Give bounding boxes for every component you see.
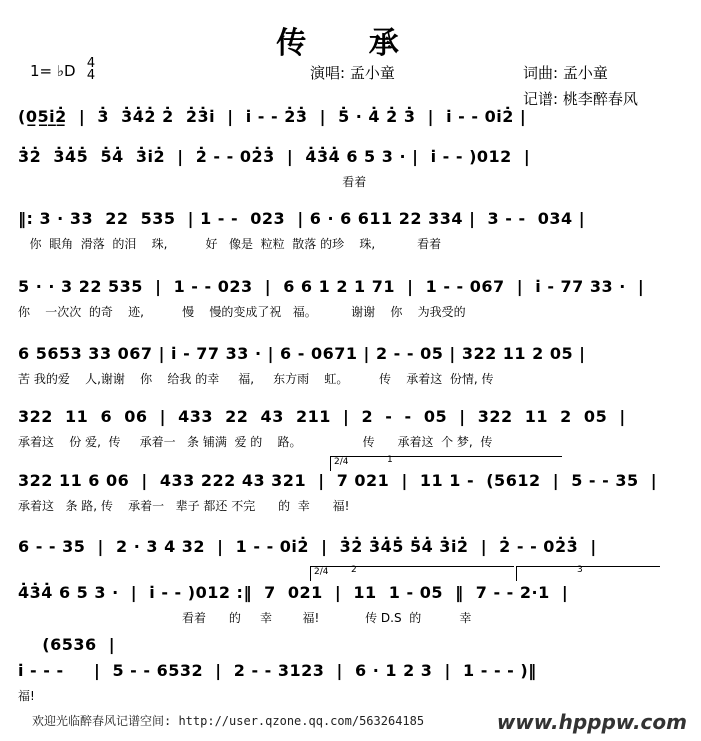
lyrics-line: 苦 我的爱 人,谢谢 你 给我 的幸 福, 东方雨 虹。 传 承着这 份情, 传 [18,372,494,386]
volta-first-ending [330,456,562,471]
transcriber-credit: 记谱: 桃李醉春风 [523,90,638,108]
volta-third-label: 3 [577,565,583,575]
lyrics-line: 看着 [18,175,367,189]
notation-line: i̇ - - - | 5 - - 6532 | 2 - - 3123 | 6 · 1 2 3 | 1 - - - )‖ [18,661,537,680]
time-signature [84,58,98,82]
score-line-9 [18,582,688,626]
lyrics-line: 看着 的 幸 福! 传 D.S 的 幸 [18,611,472,625]
time-signature-bottom: 4 [86,68,96,83]
score-line-3 [18,208,688,252]
score-line-5 [18,343,688,387]
composer-credit: 词曲: 孟小童 [523,64,608,82]
volta-second-ending [310,566,514,581]
score-line-11 [18,660,688,704]
score-line-2 [18,146,688,190]
lyrics-line: 你 一次次 的奇 迹, 慢 慢的变成了祝 福。 谢谢 你 为我受的 [18,305,466,319]
notation-line: 322 11 6 06 | 433 222 43 321 | 7 021 | 11 1 - (5612 | 5 - - 35 | [18,471,658,490]
song-title: 传 承 [276,26,425,61]
notation-line: (0̲5̲i̲̇2̲̇ | 3̇ 3̇4̇2̇ 2̇ 2̇3̇i̇ | i̇ - - 2̇3̇ | 5̇ · 4̇ 2̇ 3̇ | i̇ - - 0i̇2̇ | [18,107,527,126]
lyrics-line: 承着这 份 爱, 传 承着一 条 铺满 爱 的 路。 传 承着这 个 梦, 传 [18,435,493,449]
singer-credit: 演唱: 孟小童 [310,64,395,82]
lyrics-line: 承着这 条 路, 传 承着一 辈子 都还 不完 的 幸 福! [18,499,350,513]
notation-line: 5 · · 3 22 535 | 1 - - 023 | 6 6 1 2 1 71 | 1 - - 067 | i̇ - 77 33 · | [18,277,645,296]
notation-line: 6 - - 35 | 2 · 3 4 32 | 1 - - 0i̇2̇ | 3̇2̇ 3̇4̇5̇ 5̇4̇ 3̇i̇2̇ | 2̇ - - 02̇3̇ | [18,537,597,556]
meter-change-label: 2/4 [314,567,329,577]
notation-line: 6 5653 33 067 | i̇ - 77 33 · | 6 - 0671 | 2 - - 05 | 322 11 2 05 | [18,344,586,363]
notation-line: 4̇3̇4̇ 6 5 3 · | i̇ - - )012 :‖ 7 021 | 11 1 - 05 ‖ 7 - - 2·1 | [18,583,569,602]
volta-third-ending [516,566,660,581]
volta-first-label: 1 [387,455,393,465]
site-logo: www.hpppw.com [496,710,687,734]
notation-line: (6536 | [18,635,116,654]
score-line-4 [18,276,688,320]
notation-line: 3̇2̇ 3̇4̇5̇ 5̇4̇ 3̇i̇2̇ | 2̇ - - 02̇3̇ | 4̇3̇4̇ 6 5 3 · | i̇ - - )012 | [18,147,531,166]
meter-change-label: 2/4 [334,457,349,467]
score-line-1 [18,106,688,150]
notation-line: ‖: 3 · 33 22 535 | 1 - - 023 | 6 · 6 611 22 334 | 3 - - 034 | [18,209,586,228]
score-line-6 [18,406,688,450]
time-signature-top: 4 [86,56,96,71]
score-line-7 [18,470,688,514]
footer-website-text: 欢迎光临醉春风记谱空间: http://user.qzone.qq.com/563264185 [32,714,425,728]
lyrics-line: 福! [18,689,35,703]
score-line-10 [18,634,688,656]
volta-second-label: 2 [351,565,357,575]
key-signature: 1= ♭D [30,62,76,80]
lyrics-line: 你 眼角 滑落 的泪 珠, 好 像是 粒粒 散落 的珍 珠, 看着 [18,237,442,251]
notation-line: 322 11 6 06 | 433 22 43 211 | 2 - - 05 | 322 11 2 05 | [18,407,626,426]
